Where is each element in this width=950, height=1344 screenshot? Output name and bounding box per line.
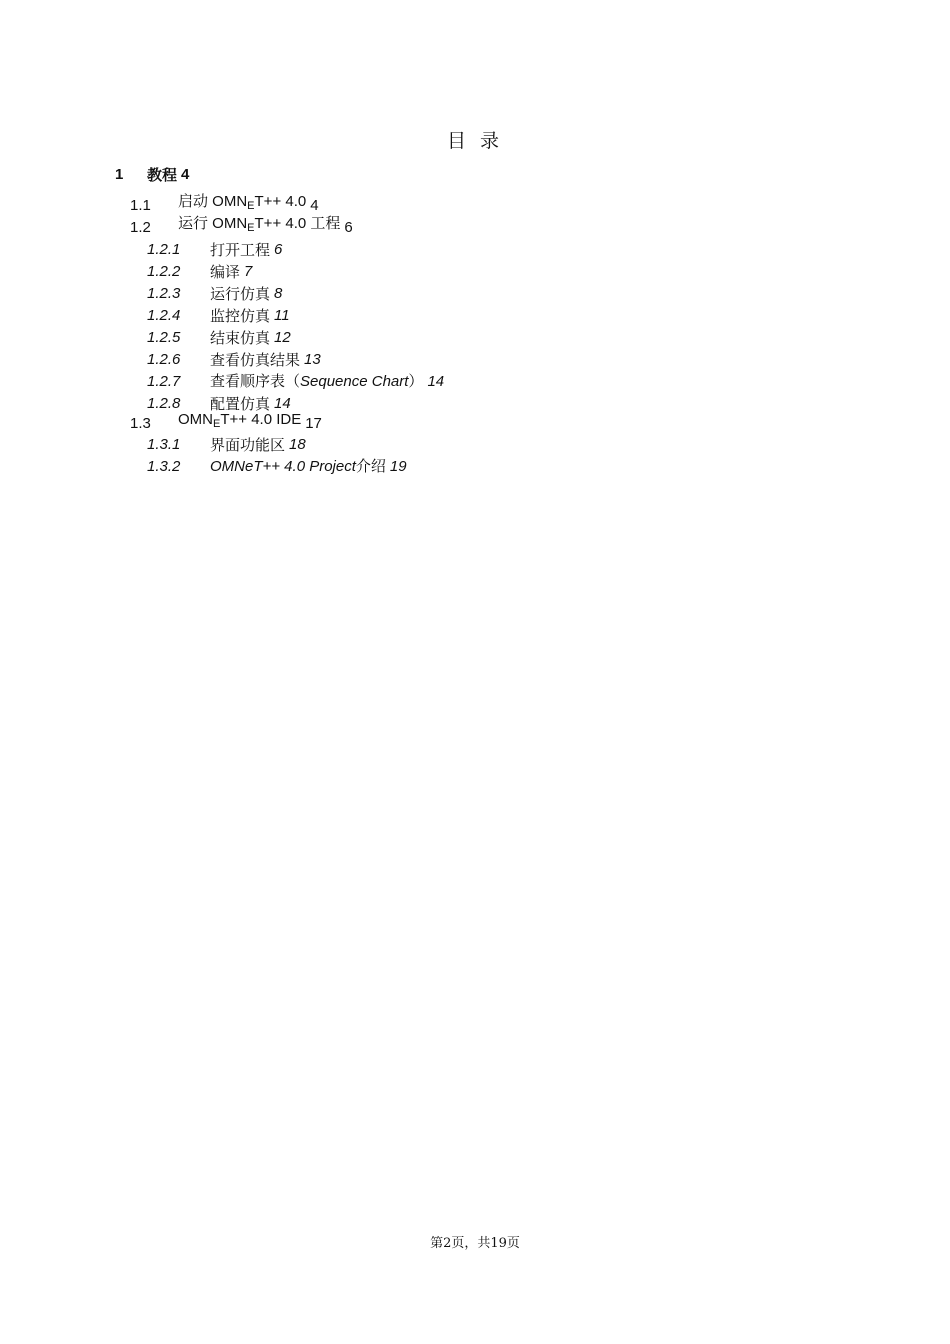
page-footer: 第2页，共19页: [430, 1236, 520, 1251]
toc-number: 1.2.7: [147, 373, 181, 390]
toc-title: 运行 $OMN_ET++ 4.0$ 工程: [178, 215, 341, 234]
toc-title: 监控仿真: [210, 307, 271, 325]
toc-page-number: 7: [244, 263, 253, 280]
toc-number: 1.3.1: [147, 436, 181, 453]
toc-number: 1.2.1: [147, 241, 181, 258]
toc-title: 启动 $OMN_ET++ 4.0$: [178, 193, 307, 212]
toc-page-number: 6: [344, 219, 353, 236]
toc-title: 查看仿真结果: [210, 351, 301, 369]
toc-title: 运行仿真: [210, 285, 271, 303]
toc-number: 1.2.4: [147, 307, 181, 324]
toc-number: 1: [115, 166, 124, 183]
toc-title: 查看顺序表（Sequence Chart）: [210, 372, 424, 390]
toc-number: 1.2.5: [147, 329, 181, 346]
toc-number: 1.3.2: [147, 458, 181, 475]
toc-page-number: 14: [274, 395, 291, 412]
toc-title: 结束仿真: [210, 329, 271, 347]
toc-page-number: 8: [274, 285, 283, 302]
toc-title: OMNeT++ 4.0 Project介绍: [210, 457, 386, 475]
toc-page-number: 14: [427, 373, 445, 390]
toc-page-number: 6: [274, 241, 283, 258]
toc-page-number: 11: [274, 307, 290, 324]
toc-number: 1.2.3: [147, 285, 181, 302]
toc-number: 1.2: [130, 219, 151, 236]
toc-page-number: 4: [181, 166, 190, 183]
toc-title: 编译: [210, 263, 241, 281]
toc-page-number: 4: [310, 197, 319, 214]
page-title: 目 录: [446, 130, 504, 152]
toc-title: 配置仿真: [210, 395, 271, 413]
toc-title: 教程: [147, 166, 178, 184]
toc-title: $OMN_ET++ 4.0$ IDE: [178, 411, 302, 430]
toc-number: 1.2.2: [147, 263, 181, 280]
toc-page-number: 18: [289, 436, 306, 453]
toc-page-number: 13: [304, 351, 321, 368]
toc-number: 1.3: [130, 415, 151, 432]
toc-title: 界面功能区: [210, 436, 286, 454]
toc-title: 打开工程: [210, 241, 271, 259]
toc-page-number: 17: [305, 415, 322, 432]
toc-number: 1.1: [130, 197, 151, 214]
toc-page-number: 19: [389, 458, 407, 475]
toc-number: 1.2.8: [147, 395, 181, 412]
toc-page-number: 12: [274, 329, 291, 346]
toc-number: 1.2.6: [147, 351, 181, 368]
